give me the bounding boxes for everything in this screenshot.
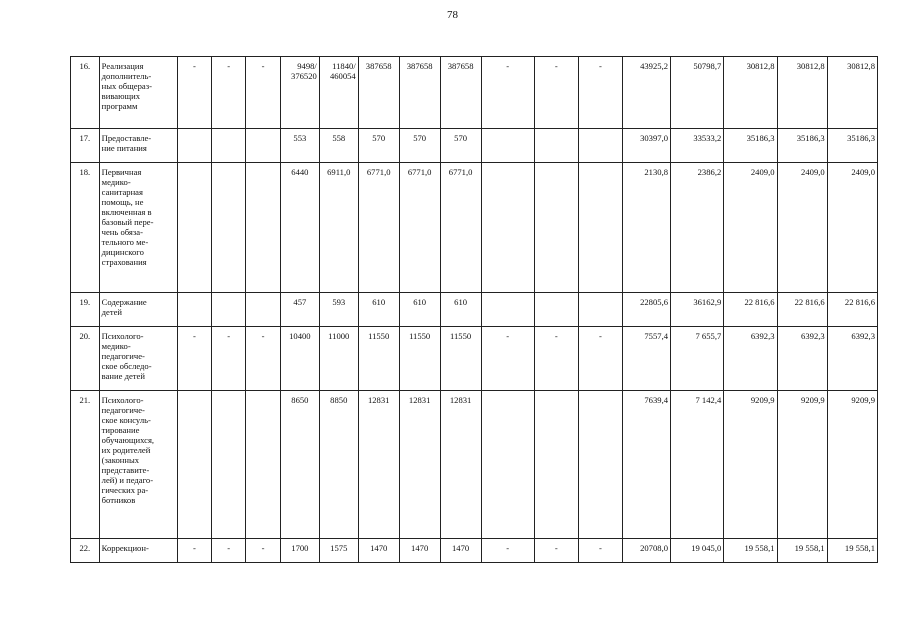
value-cell: - [177,57,212,129]
value-cell: 35186,3 [777,129,827,163]
value-cell [212,129,246,163]
value-cell: 610 [358,293,399,327]
value-cell: 7 655,7 [671,327,724,391]
value-cell: 10400 [280,327,319,391]
value-cell: 22 816,6 [724,293,777,327]
value-cell: 6771,0 [440,163,481,293]
value-cell: 1470 [440,539,481,563]
row-name-line: Коррекцион- [101,543,149,553]
value-cell [177,293,212,327]
table-row [71,391,878,539]
row-name [99,129,177,163]
value-cell: 6771,0 [399,163,440,293]
table-row [71,293,878,327]
value-cell: - [481,327,534,391]
row-name-line: ботников [101,495,136,505]
row-number: 16. [71,57,100,129]
value-cell: 570 [399,129,440,163]
value-cell: 8650 [280,391,319,539]
row-number: 20. [71,327,100,391]
value-cell [177,391,212,539]
value-cell: 593 [319,293,358,327]
row-number: 22. [71,539,100,563]
value-cell: 9209,9 [724,391,777,539]
value-cell [534,163,578,293]
value-cell: 9209,9 [827,391,877,539]
value-cell [534,391,578,539]
value-cell [578,129,622,163]
row-name-line: педагогиче- [101,351,145,361]
value-cell: 22 816,6 [827,293,877,327]
row-name-line: Первичная [101,167,142,177]
value-cell: 19 558,1 [827,539,877,563]
value-cell: 11000 [319,327,358,391]
row-name-line: включенная в [101,207,152,217]
value-cell: 36162,9 [671,293,724,327]
row-name-line: Психолого- [101,395,144,405]
value-cell: - [177,539,212,563]
value-cell: 30812,8 [827,57,877,129]
row-name-line: представите- [101,465,150,475]
row-name-line: тельного ме- [101,237,149,247]
value-cell: 1470 [358,539,399,563]
value-cell: - [246,57,281,129]
value-cell: - [578,539,622,563]
value-cell: - [212,539,246,563]
value-cell: - [246,327,281,391]
row-name-line: медико- [101,341,131,351]
row-name-line: педагогиче- [101,405,145,415]
value-cell: - [481,539,534,563]
value-cell: 6911,0 [319,163,358,293]
value-cell [177,163,212,293]
row-name-line: ское консуль- [101,415,151,425]
value-cell: 20708,0 [622,539,670,563]
value-cell: 11840/ 460054 [319,57,358,129]
value-cell: 2409,0 [724,163,777,293]
value-cell: 33533,2 [671,129,724,163]
value-cell: 1700 [280,539,319,563]
table-row [71,57,878,129]
row-name [99,391,177,539]
value-cell: 610 [440,293,481,327]
value-cell: 2409,0 [777,163,827,293]
value-cell: 7557,4 [622,327,670,391]
value-cell: 2409,0 [827,163,877,293]
row-name-line: детей [101,307,123,317]
value-cell: 6392,3 [724,327,777,391]
table-row [71,163,878,293]
value-cell [246,129,281,163]
row-name-line: медико- [101,177,131,187]
value-cell [578,163,622,293]
value-cell: 610 [399,293,440,327]
row-name-line: Реализация [101,61,144,71]
value-cell [246,293,281,327]
row-number: 17. [71,129,100,163]
value-cell: 6392,3 [827,327,877,391]
row-number: 18. [71,163,100,293]
value-cell [481,163,534,293]
value-cell: 9209,9 [777,391,827,539]
value-cell [534,129,578,163]
row-name [99,327,177,391]
value-cell [212,163,246,293]
row-name-line: обучающихся, [101,435,155,445]
table-row [71,129,878,163]
value-cell: 1470 [399,539,440,563]
row-name [99,293,177,327]
value-cell: 12831 [399,391,440,539]
value-cell: 19 558,1 [777,539,827,563]
row-number: 21. [71,391,100,539]
value-cell: 12831 [440,391,481,539]
value-cell [578,391,622,539]
row-name [99,163,177,293]
value-cell [212,293,246,327]
row-name-line: страхования [101,257,147,267]
value-cell: 570 [358,129,399,163]
row-name-line: ние питания [101,143,147,153]
page-number: 78 [447,9,458,21]
value-cell: - [212,327,246,391]
row-name-line: лей) и педаго- [101,475,154,485]
value-cell [246,163,281,293]
value-cell: - [534,57,578,129]
value-cell: 457 [280,293,319,327]
row-name-line: санитарная [101,187,143,197]
row-name-line: Психолого- [101,331,144,341]
value-cell: 9498/ 376520 [280,57,319,129]
value-cell: 7 142,4 [671,391,724,539]
value-cell: 6392,3 [777,327,827,391]
value-cell: - [578,57,622,129]
value-cell: 30397,0 [622,129,670,163]
row-name-line: дополнитель- [101,71,152,81]
row-name-line: Предоставле- [101,133,152,143]
row-name-line: программ [101,101,138,111]
value-cell: 35186,3 [724,129,777,163]
value-cell: - [212,57,246,129]
value-cell: 11550 [399,327,440,391]
row-name-line: помощь, не [101,197,144,207]
value-cell: 22 816,6 [777,293,827,327]
value-cell [481,129,534,163]
value-cell: 2130,8 [622,163,670,293]
row-name-line: Содержание [101,297,147,307]
value-cell [481,293,534,327]
value-cell: 19 045,0 [671,539,724,563]
value-cell: 22805,6 [622,293,670,327]
value-cell: 8850 [319,391,358,539]
value-cell: 12831 [358,391,399,539]
value-cell: 6440 [280,163,319,293]
value-cell: 6771,0 [358,163,399,293]
value-cell: - [177,327,212,391]
row-name-line: вивающих [101,91,141,101]
row-name-line: вание детей [101,371,145,381]
budget-table [70,56,878,563]
row-name-line: (законных [101,455,140,465]
value-cell: 35186,3 [827,129,877,163]
value-cell: 30812,8 [724,57,777,129]
row-name-line: ных общераз- [101,81,152,91]
table-row [71,327,878,391]
value-cell: - [534,327,578,391]
value-cell: 30812,8 [777,57,827,129]
value-cell: 11550 [440,327,481,391]
row-name-line: тирование [101,425,140,435]
row-number: 19. [71,293,100,327]
value-cell [481,391,534,539]
value-cell: - [578,327,622,391]
value-cell: 7639,4 [622,391,670,539]
table-body [71,57,878,563]
value-cell: - [246,539,281,563]
value-cell: 558 [319,129,358,163]
row-name-line: чень обяза- [101,227,143,237]
value-cell: - [481,57,534,129]
value-cell: 19 558,1 [724,539,777,563]
row-name [99,539,177,563]
row-name-line: базовый пере- [101,217,154,227]
value-cell: 1575 [319,539,358,563]
value-cell: 11550 [358,327,399,391]
value-cell: 50798,7 [671,57,724,129]
value-cell: 43925,2 [622,57,670,129]
row-name-line: их родителей [101,445,151,455]
row-name-line: гических ра- [101,485,149,495]
value-cell [578,293,622,327]
row-name-line: ское обследо- [101,361,152,371]
row-name [99,57,177,129]
value-cell [534,293,578,327]
value-cell [212,391,246,539]
value-cell: 570 [440,129,481,163]
value-cell: 387658 [440,57,481,129]
value-cell: 553 [280,129,319,163]
value-cell: 387658 [399,57,440,129]
value-cell: - [534,539,578,563]
value-cell: 2386,2 [671,163,724,293]
row-name-line: дицинского [101,247,144,257]
value-cell: 387658 [358,57,399,129]
table-row [71,539,878,563]
value-cell [246,391,281,539]
value-cell [177,129,212,163]
